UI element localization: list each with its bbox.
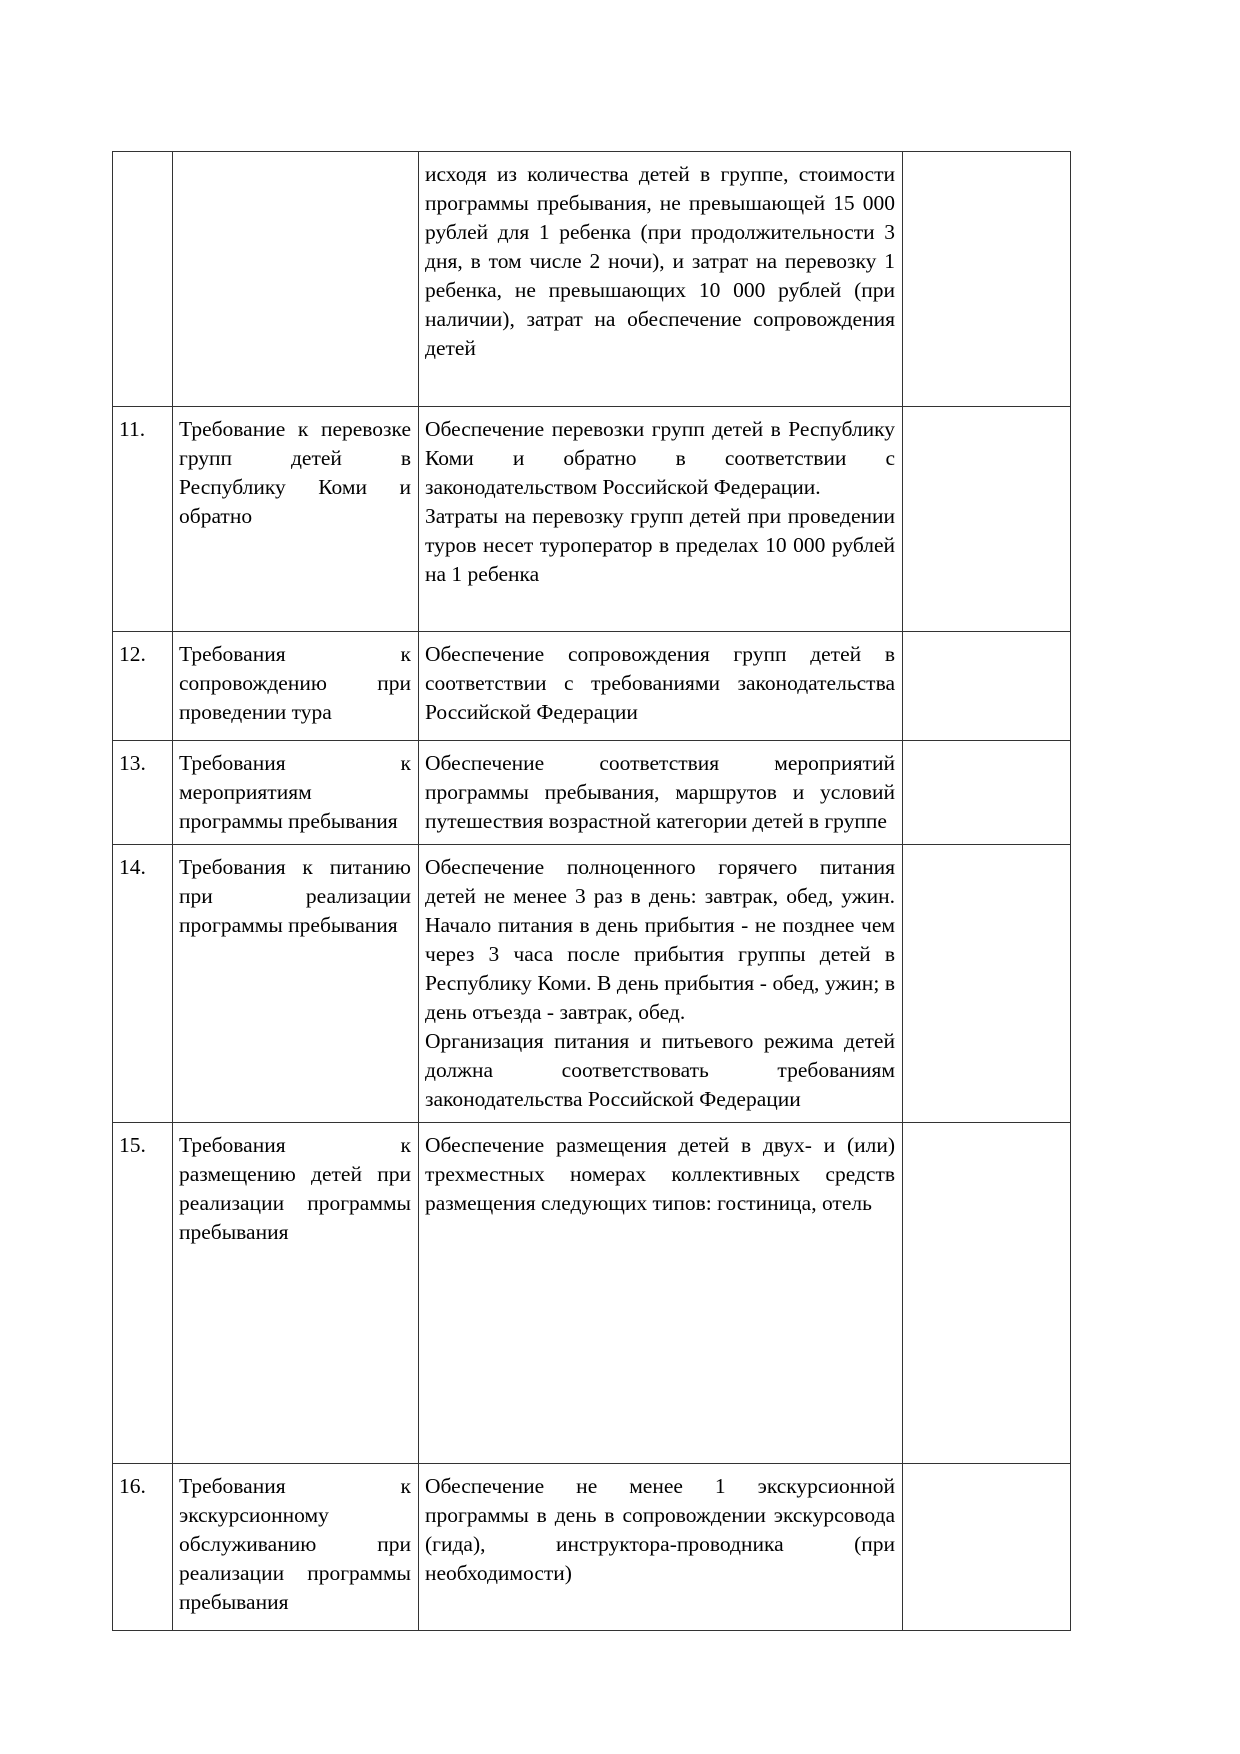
requirement-name [173,152,419,407]
content-paragraph: Обеспечение сопровождения групп детей в соответствии с требованиями законодательства Российской Федерации [425,642,895,724]
row-number: 13. [113,741,173,845]
table-row [113,845,1071,1123]
content-paragraph: исходя из количества детей в группе, стоимости программы пребывания, не превышающей 15 000 рублей для 1 ребенка (при продолжительности 3 дня, в том числе 2 ночи), и затрат на перевозку 1 ребенка, не превышающих 10 000 рублей (при наличии), затрат на обеспечение сопровождения детей [425,162,895,360]
row-number: 11. [113,407,173,632]
requirement-content [419,407,903,632]
table-row [113,1464,1071,1631]
table-row [113,632,1071,741]
requirement-name: Требования к размещению детей при реализации программы пребывания [173,1123,419,1464]
content-paragraph: Обеспечение не менее 1 экскурсионной программы в день в сопровождении экскурсовода (гида), инструктора-проводника (при необходимости) [425,1474,895,1585]
content-paragraph: Обеспечение перевозки групп детей в Республику Коми и обратно в соответствии с законодательством Российской Федерации. [425,417,895,499]
note-cell [903,741,1071,845]
row-number: 14. [113,845,173,1123]
content-paragraph: Обеспечение соответствия мероприятий программы пребывания, маршрутов и условий путешествия возрастной категории детей в группе [425,751,895,833]
row-number: 16. [113,1464,173,1631]
requirement-content [419,632,903,741]
note-cell [903,407,1071,632]
requirement-name: Требования к экскурсионному обслуживанию при реализации программы пребывания [173,1464,419,1631]
table-row [113,407,1071,632]
requirement-name: Требования к питанию при реализации программы пребывания [173,845,419,1123]
content-paragraph: Затраты на перевозку групп детей при проведении туров несет туроператор в пределах 10 000 рублей на 1 ребенка [425,504,895,586]
note-cell [903,1464,1071,1631]
note-cell [903,632,1071,741]
requirement-content [419,1464,903,1631]
content-paragraph: Обеспечение полноценного горячего питания детей не менее 3 раз в день: завтрак, обед, ужин. Начало питания в день прибытия - не позднее чем через 3 часа после прибытия группы детей в Республику Коми. В день прибытия - обед, ужин; в день отъезда - завтрак, обед. [425,855,895,1024]
table-row [113,1123,1071,1464]
requirement-name: Требования к мероприятиям программы пребывания [173,741,419,845]
content-paragraph: Организация питания и питьевого режима детей должна соответствовать требованиям законодательства Российской Федерации [425,1029,895,1111]
requirement-name: Требования к сопровождению при проведении тура [173,632,419,741]
content-paragraph: Обеспечение размещения детей в двух- и (или) трехместных номерах коллективных средств размещения следующих типов: гостиница, отель [425,1133,895,1215]
row-number: 12. [113,632,173,741]
table-row [113,152,1071,407]
row-number [113,152,173,407]
row-number: 15. [113,1123,173,1464]
note-cell [903,1123,1071,1464]
requirement-content [419,152,903,407]
requirement-name: Требование к перевозке групп детей в Республику Коми и обратно [173,407,419,632]
requirements-table [112,151,1071,1631]
requirement-content [419,845,903,1123]
note-cell [903,845,1071,1123]
table-row [113,741,1071,845]
note-cell [903,152,1071,407]
requirement-content [419,1123,903,1464]
requirement-content [419,741,903,845]
